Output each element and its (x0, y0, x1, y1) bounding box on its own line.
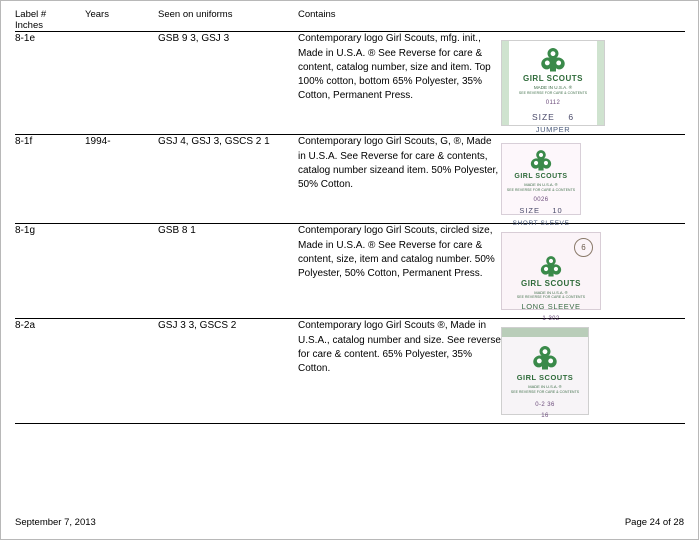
cell-seen-on-uniforms: GSB 9 3, GSJ 3 (158, 32, 298, 135)
page-footer (15, 517, 684, 528)
label-size-value: 6 (568, 111, 575, 122)
trefoil-logo-icon (530, 345, 560, 371)
column-header-label-number (15, 9, 85, 32)
labels-table (15, 9, 685, 424)
cell-label-image (501, 32, 685, 135)
trefoil-logo-icon (528, 149, 554, 172)
label-item-text: SHORT SLEEVE (512, 220, 570, 227)
label-top-band (502, 328, 588, 337)
label-item-text: JUMPER (535, 124, 571, 134)
cell-contains: Contemporary logo Girl Scouts ®, Made in U.S.A., catalog number and size. See reverse for care & content. 65% Polyester, 35% Cotton. (298, 319, 501, 424)
table-row (15, 319, 685, 424)
label-catalog-number: 0026 (533, 196, 549, 203)
cell-years (85, 224, 158, 319)
label-catalog-number: 0112 (545, 100, 561, 107)
label-size-word: SIZE (519, 206, 540, 216)
cell-label-image (501, 224, 685, 322)
label-size-word: SIZE (531, 111, 555, 122)
uniform-label-image (501, 232, 601, 322)
table-header-row (15, 9, 685, 32)
trefoil-logo-icon (538, 47, 568, 73)
label-brand-text: GIRL SCOUTS (522, 74, 584, 84)
table-row (15, 32, 685, 135)
label-brand-text: GIRL SCOUTS (514, 173, 568, 181)
label-made-in-text: MADE IN U.S.A. ® (534, 289, 568, 295)
cell-label-image (501, 319, 685, 424)
cell-contains: Contemporary logo Girl Scouts, G, ®, Made in U.S.A. See Reverse for care & contents, catalog number sizeand item. 50% Polyester, 50% Cotton. (298, 135, 501, 224)
label-reverse-text: SEE REVERSE FOR CARE & CONTENTS (510, 389, 580, 394)
column-header-contains: Contains (298, 9, 501, 32)
trefoil-logo-icon (538, 255, 564, 278)
label-reverse-text: SEE REVERSE FOR CARE & CONTENTS (518, 91, 588, 96)
label-made-in-text: MADE IN U.S.A. ® (528, 384, 562, 390)
label-photo-3 (501, 232, 685, 322)
cell-seen-on-uniforms: GSJ 3 3, GSCS 2 (158, 319, 298, 424)
label-reverse-text: SEE REVERSE FOR CARE & CONTENTS (506, 188, 576, 193)
cell-seen-on-uniforms: GSB 8 1 (158, 224, 298, 319)
cell-years: 1994- (85, 135, 158, 224)
uniform-label-image (501, 327, 589, 420)
label-photo-4 (501, 327, 685, 420)
cell-contains: Contemporary logo Girl Scouts, mfg. init., Made in U.S.A. ® See Reverse for care & content, catalog number, size and item. Top 100% cotton, bottom 65% Polyester, 35% Cotton, Permanent Press. (298, 32, 501, 135)
label-size-value: 16 (541, 413, 549, 420)
uniform-label-image (501, 40, 605, 134)
page-content (15, 9, 685, 424)
label-size-value: 10 (552, 206, 563, 216)
cell-contains: Contemporary logo Girl Scouts, circled size, Made in U.S.A. ® See Reverse for care & content, size, item and catalog number. 50% Polyester, 50% Cotton, Permanent Press. (298, 224, 501, 319)
cell-years (85, 32, 158, 135)
cell-label-number: 8-1e (15, 32, 85, 135)
label-circled-size: 6 (574, 238, 593, 257)
cell-label-number: 8-1g (15, 224, 85, 319)
cell-label-number: 8-2a (15, 319, 85, 424)
label-photo-2 (501, 143, 685, 227)
column-header-years: Years (85, 9, 158, 32)
cell-years (85, 319, 158, 424)
uniform-label-image (501, 143, 581, 227)
footer-date: September 7, 2013 (15, 517, 96, 528)
cell-label-number: 8-1f (15, 135, 85, 224)
label-made-in-text: MADE IN U.S.A. ® (533, 84, 573, 90)
column-header-label-line2: Inches (15, 20, 43, 32)
footer-page-number: Page 24 of 28 (624, 517, 684, 528)
label-catalog-number: 1-302 (542, 315, 560, 322)
label-catalog-number: 0-2 36 (535, 401, 555, 408)
label-brand-text: GIRL SCOUTS (520, 279, 582, 289)
label-reverse-text: SEE REVERSE FOR CARE & CONTENTS (516, 295, 586, 300)
label-photo-1 (501, 40, 685, 134)
label-item-text: LONG SLEEVE (521, 302, 581, 312)
label-edge-left (502, 41, 509, 125)
table-row (15, 224, 685, 319)
table-row (15, 135, 685, 224)
column-header-image (501, 9, 685, 32)
cell-seen-on-uniforms: GSJ 4, GSJ 3, GSCS 2 1 (158, 135, 298, 224)
label-brand-text: GIRL SCOUTS (516, 373, 574, 383)
column-header-seen: Seen on uniforms (158, 9, 298, 32)
label-made-in-text: MADE IN U.S.A. ® (524, 182, 558, 188)
label-edge-right (597, 41, 604, 125)
column-header-label-line1: Label # (15, 9, 47, 20)
cell-label-image (501, 135, 685, 227)
